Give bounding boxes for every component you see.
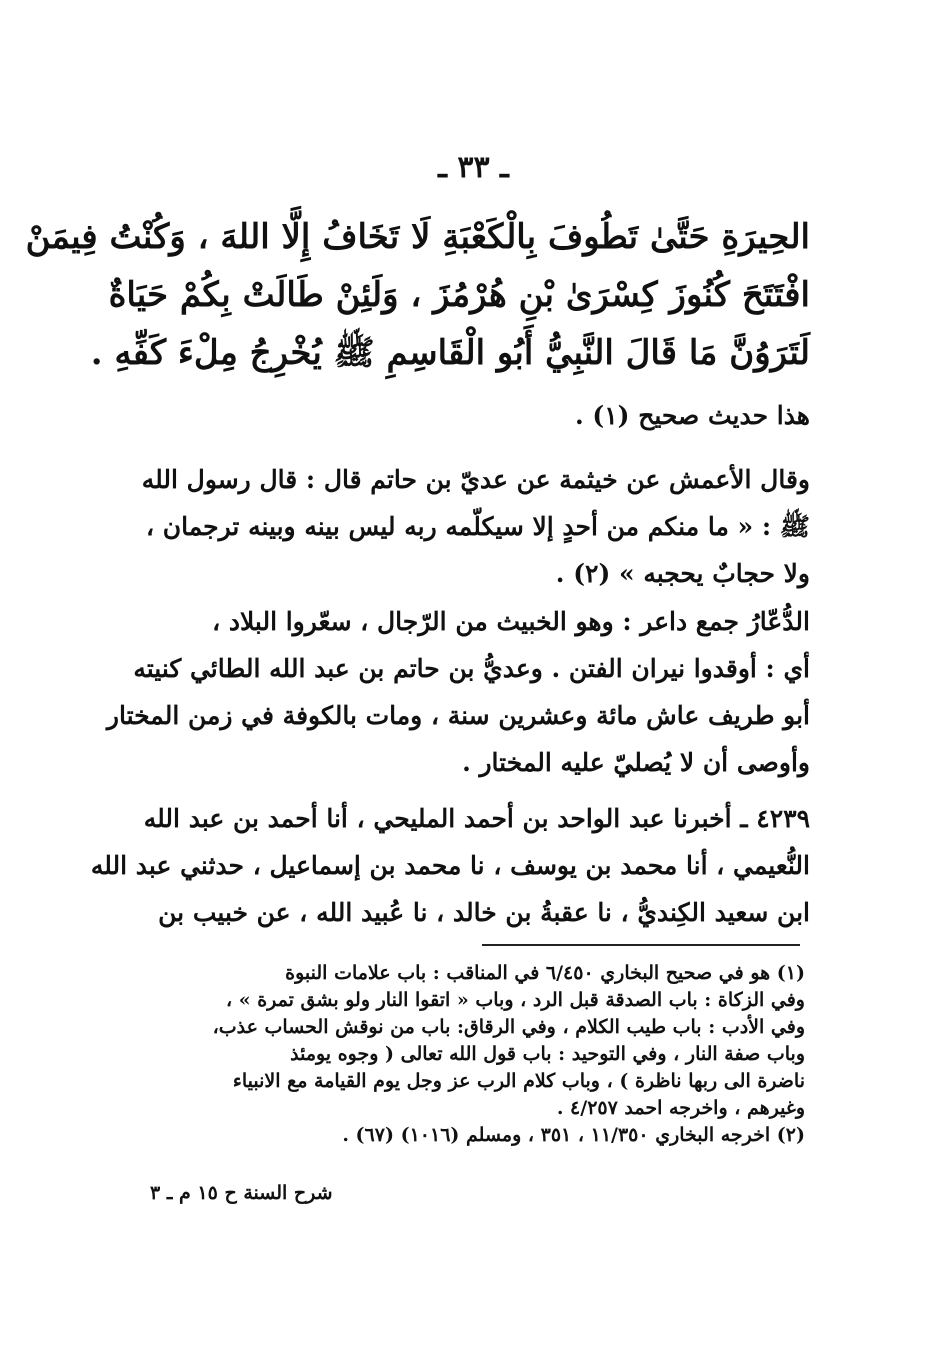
paragraph-line: الدُّعّارُ جمع داعر : وهو الخبيث من الرّجال ، سعّروا البلاد ، (212, 607, 810, 636)
quoted-passage (25, 208, 810, 382)
paragraph-line: ٤٢٣٩ ـ أخبرنا عبد الواحد بن أحمد المليحي ، أنا أحمد بن عبد الله (143, 804, 810, 833)
footnote-line: وفي الزكاة : باب الصدقة قبل الرد ، وباب « اتقوا النار ولو بشق تمرة » ، (225, 989, 805, 1011)
page-number: ـ ٣٣ ـ (438, 150, 509, 185)
paragraph-line: ﷺ : « ما منكم من أحدٍ إلا سيكلّمه ربه ليس بينه وبينه ترجمان ، (145, 512, 810, 541)
paragraph-line: ولا حجابٌ يحجبه » (٢) . (555, 559, 810, 588)
printer-signature: شرح السنة ح ١٥ م ـ ٣ (150, 1182, 333, 1204)
quoted-line: لَتَرَوُنَّ مَا قَالَ النَّبِيُّ أَبُو الْقَاسِمِ ﷺ يُخْرِجُ مِلْءَ كَفِّهِ . (90, 333, 810, 373)
paragraph-explanation (106, 598, 810, 786)
paragraph-line: ابن سعيد الكِنديُّ ، نا عقبةُ بن خالد ، نا عُبيد الله ، عن خبيب بن (158, 898, 810, 927)
footnote-line: وغيرهم ، واخرجه احمد ٤/٢٥٧ . (556, 1097, 805, 1119)
footnote-line: وفي الأدب : باب طيب الكلام ، وفي الرقاق: باب من نوقش الحساب عذب، (212, 1016, 805, 1038)
quoted-line: افْتَتَحَ كُنُوزَ كِسْرَىٰ بْنِ هُرْمُزَ ، وَلَئِنْ طَالَتْ بِكُمْ حَيَاةٌ (108, 275, 810, 315)
footnote-divider (482, 944, 800, 946)
paragraph-isnad (90, 795, 810, 936)
footnote-line: (٢) اخرجه البخاري ١١/٣٥٠ ، ٣٥١ ، ومسلم (١٠١٦) (٦٧) . (342, 1124, 805, 1146)
paragraph-line: النُّعيمي ، أنا محمد بن يوسف ، نا محمد بن إسماعيل ، حدثني عبد الله (90, 851, 810, 880)
paragraph-line: أبو طريف عاش مائة وعشرين سنة ، ومات بالكوفة في زمن المختار (106, 701, 810, 730)
footnote-line: (١) هو في صحيح البخاري ٦/٤٥٠ في المناقب : باب علامات النبوة (285, 962, 805, 984)
footnote-line: ناضرة الى ربها ناظرة ) ، وباب كلام الرب عز وجل يوم القيامة مع الانبياء (232, 1070, 805, 1092)
paragraph-hadith (141, 456, 810, 597)
grading-line: هذا حديث صحيح (١) . (574, 401, 810, 430)
quoted-line: الحِيرَةِ حَتَّىٰ تَطُوفَ بِالْكَعْبَةِ لَا تَخَافُ إِلَّا اللهَ ، وَكُنْتُ فِيمَنْ (25, 217, 810, 257)
paragraph-line: وأوصى أن لا يُصليّ عليه المختار . (462, 748, 810, 777)
footnote-line: وباب صفة النار ، وفي التوحيد : باب قول الله تعالى ( وجوه يومئذ (290, 1043, 805, 1065)
paragraph-line: وقال الأعمش عن خيثمة عن عديّ بن حاتم قال : قال رسول الله (141, 465, 810, 494)
footnotes (155, 960, 805, 1149)
grading-note (150, 392, 810, 439)
paragraph-line: أي : أوقدوا نيران الفتن . وعديُّ بن حاتم بن عبد الله الطائي كنيته (133, 654, 810, 683)
